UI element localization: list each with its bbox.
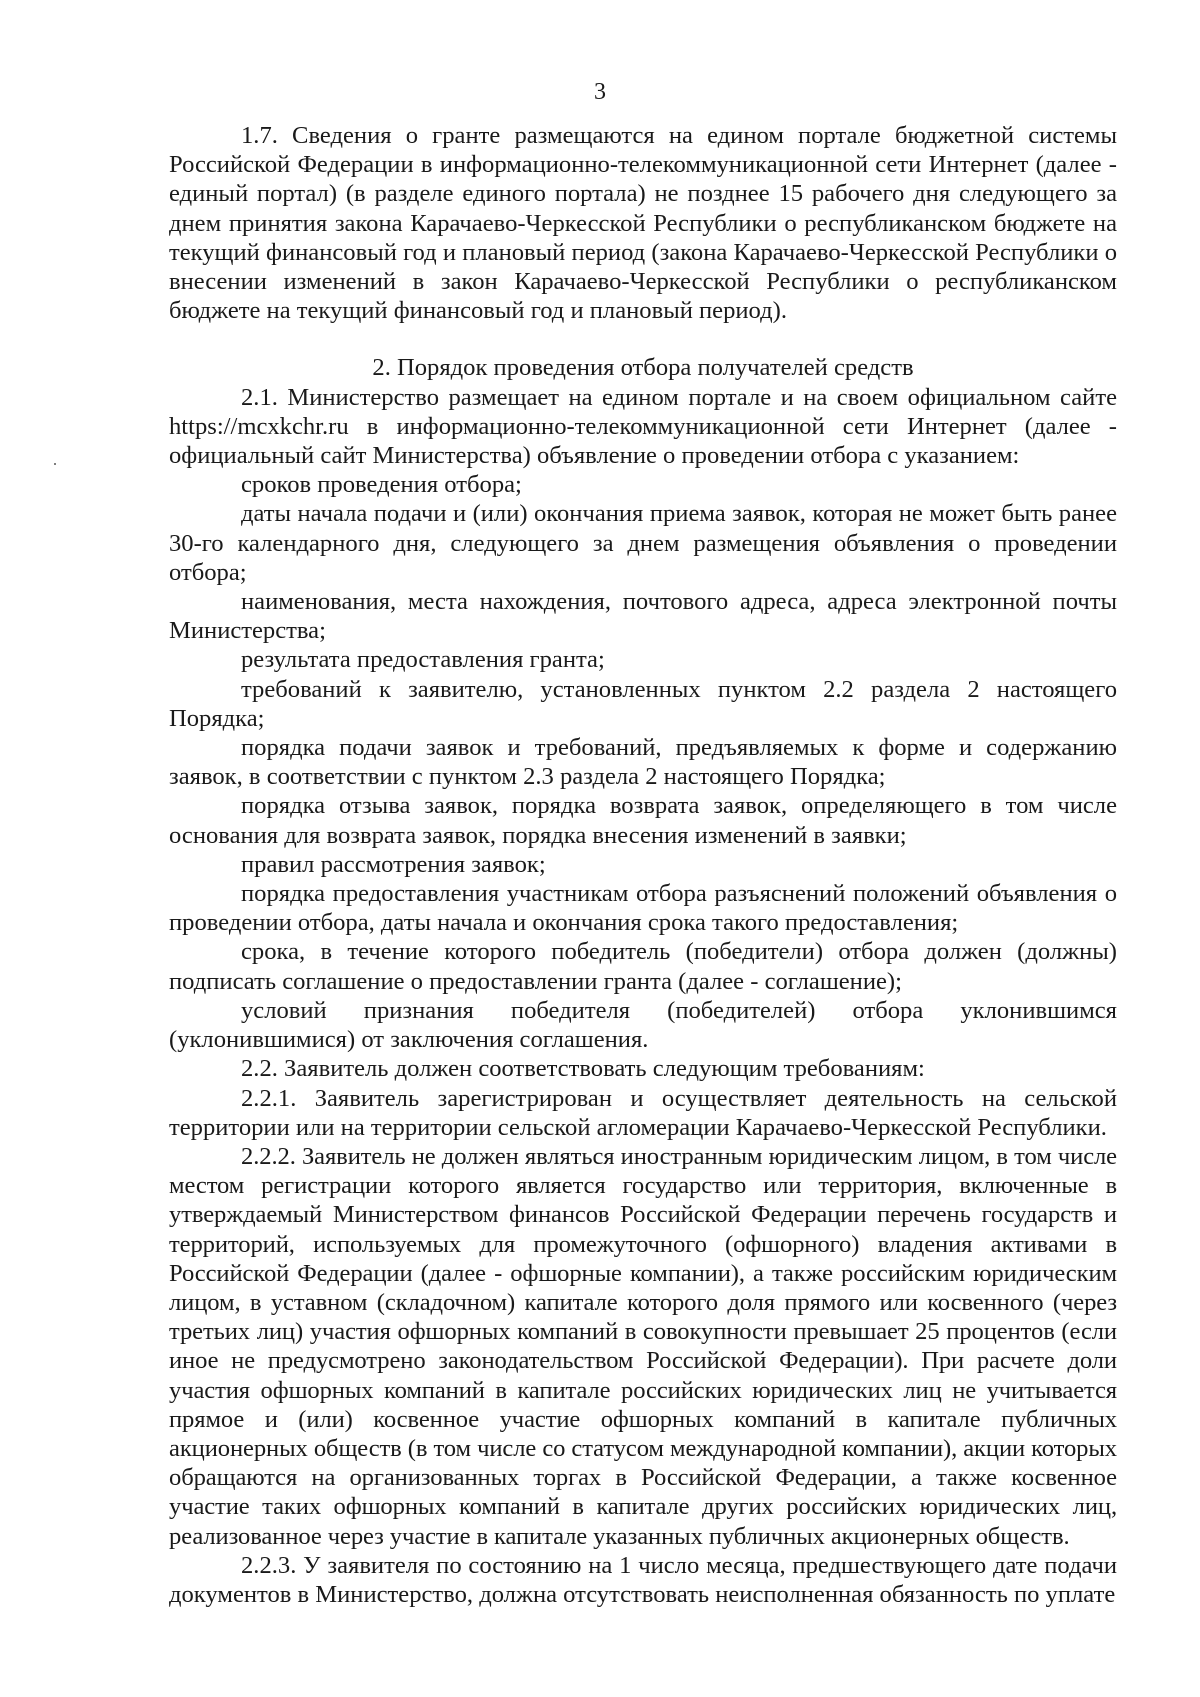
- list-item: срока, в течение которого победитель (победители) отбора должен (должны) подписать соглашение о предоставлении гранта (далее - соглашение);: [169, 938, 1117, 995]
- list-item: порядка отзыва заявок, порядка возврата заявок, определяющего в том числе основания для возврата заявок, порядка внесения изменений в заявки;: [169, 792, 1117, 849]
- list-item: правил рассмотрения заявок;: [241, 850, 546, 878]
- page-number: 3: [594, 79, 606, 105]
- paragraph-2-2-1: 2.2.1. Заявитель зарегистрирован и осуществляет деятельность на сельской территории или на территории сельской агломерации Карачаево-Черкесской Республики.: [169, 1084, 1117, 1141]
- list-item: условий признания победителя (победителей) отбора уклонившимся (уклонившимися) от заключения соглашения.: [169, 996, 1117, 1054]
- list-item: требований к заявителю, установленных пунктом 2.2 раздела 2 настоящего Порядка;: [169, 675, 1117, 732]
- paragraph-2-2-2: 2.2.2. Заявитель не должен являться иностранным юридическим лицом, в том числе местом регистрации которого является государство или территория, включенные в утверждаемый Министерством финансов Российской Федерации перечень государств и территорий, используемых для промежуточного (офшорного) владения активами в Российской Федерации (далее - офшорные компании), а также российским юридическим лицом, в уставном (складочном) капитале которого доля прямого или косвенного (через третьих лиц) участия офшорных компаний в совокупности превышает 25 процентов (если иное не предусмотрено законодательством Российской Федерации). При расчете доли участия офшорных компаний в капитале российских юридических лиц не учитывается прямое и (или) косвенное участие офшорных компаний в капитале публичных акционерных обществ (в том числе со статусом международной компании), акции которых обращаются на организованных торгах в Российской Федерации, а также косвенное участие таких офшорных компаний в капитале других российских юридических лиц, реализованное через участие в капитале указанных публичных акционерных обществ.: [169, 1142, 1117, 1550]
- paragraph-2-2-3: 2.2.3. У заявителя по состоянию на 1 число месяца, предшествующего дате подачи документов в Министерство, должна отсутствовать неисполненная обязанность по уплате: [169, 1551, 1117, 1608]
- scan-dot: [54, 463, 56, 465]
- list-item: даты начала подачи и (или) окончания приема заявок, которая не может быть ранее 30-го календарного дня, следующего за днем размещения объявления о проведении отбора;: [169, 500, 1117, 586]
- list-item: порядка предоставления участникам отбора разъяснений положений объявления о проведении отбора, даты начала и окончания срока такого предоставления;: [169, 880, 1117, 937]
- list-item: наименования, места нахождения, почтового адреса, адреса электронной почты Министерства;: [169, 588, 1117, 645]
- paragraph-2-1: 2.1. Министерство размещает на едином портале и на своем официальном сайте https://mcxkchr.ru в информационно-телекоммуникационной сети Интернет (далее - официальный сайт Министерства) объявление о проведении отбора с указанием:: [169, 383, 1117, 470]
- document-body: [169, 121, 1117, 1609]
- paragraph-2-2: 2.2. Заявитель должен соответствовать следующим требованиям:: [241, 1055, 925, 1083]
- paragraph-1-7: 1.7. Сведения о гранте размещаются на едином портале бюджетной системы Российской Федерации в информационно-телекоммуникационной сети Интернет (далее - единый портал) (в разделе единого портала) не позднее 15 рабочего дня следующего за днем принятия закона Карачаево-Черкесской Республики о республиканском бюджете на текущий финансовый год и плановый период (закона Карачаево-Черкесской Республики о внесении изменений в закон Карачаево-Черкесской Республики о республиканском бюджете на текущий финансовый год и плановый период).: [169, 122, 1117, 325]
- list-item: порядка подачи заявок и требований, предъявляемых к форме и содержанию заявок, в соответствии с пунктом 2.3 раздела 2 настоящего Порядка;: [169, 734, 1117, 791]
- section-2-title: 2. Порядок проведения отбора получателей средств: [372, 354, 914, 382]
- list-item: сроков проведения отбора;: [241, 471, 522, 499]
- list-item: результата предоставления гранта;: [241, 646, 605, 674]
